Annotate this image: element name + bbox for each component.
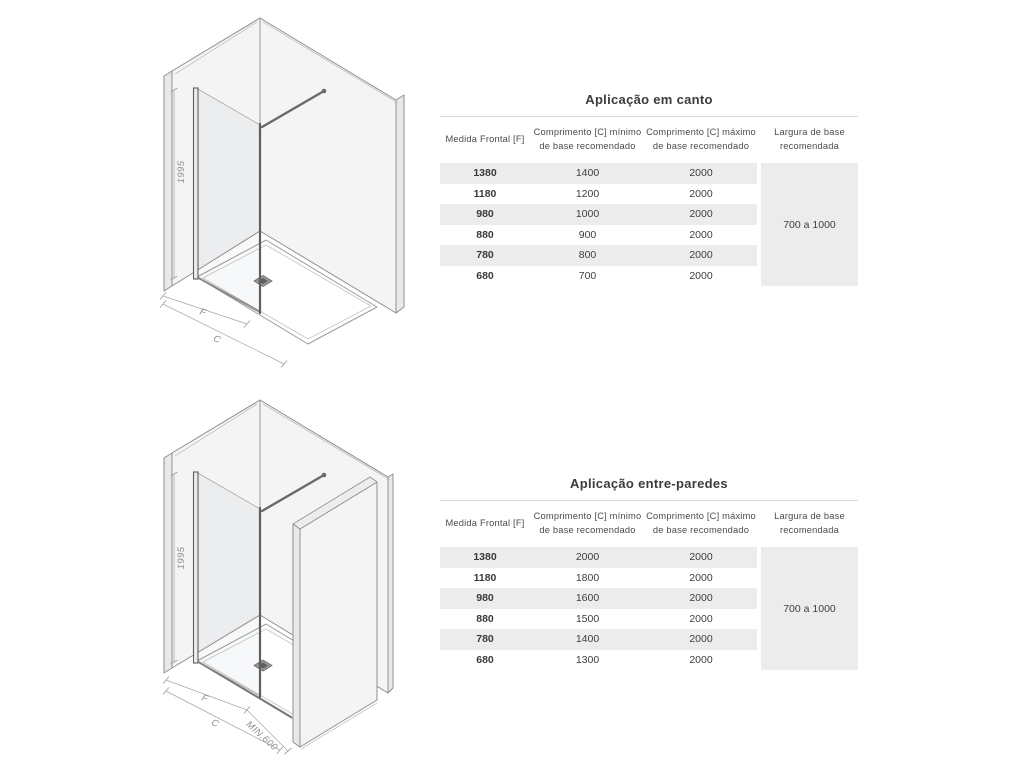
cell-comprimento-maximo: 2000 [689, 187, 713, 200]
wall-profile [194, 472, 199, 663]
cell-comprimento-minimo: 1200 [575, 187, 600, 200]
cell-medida-frontal: 980 [476, 592, 494, 604]
between-walls-application-diagram [130, 390, 440, 765]
table-body [440, 547, 858, 670]
table-row [440, 650, 757, 671]
between-walls-application-table [440, 476, 858, 670]
cell-medida-frontal: 680 [476, 269, 494, 282]
cell-comprimento-maximo: 2000 [689, 167, 713, 179]
corner-application-table [440, 92, 858, 286]
table-title: Aplicação entre-paredes [440, 476, 858, 501]
height-dimension-label: 1995 [176, 546, 187, 570]
cell-largura-base: 700 a 1000 [761, 547, 858, 670]
left-wall-edge [164, 453, 172, 673]
back-wall-edge [396, 95, 404, 313]
cell-medida-frontal: 1380 [473, 167, 497, 179]
column-header-largura-base: Largura de base recomendada [774, 511, 845, 535]
front-dimension-label: F [198, 306, 208, 319]
cell-comprimento-maximo: 2000 [689, 571, 713, 584]
column-header-comprimento-minimo: Comprimento [C] mínimo de base recomendado [533, 127, 642, 151]
length-dimension-label: C [209, 717, 221, 731]
table-row [440, 204, 757, 225]
cell-comprimento-maximo: 2000 [689, 208, 713, 220]
table-row [440, 245, 757, 266]
cell-comprimento-maximo: 2000 [689, 592, 713, 604]
table-row [440, 266, 757, 287]
length-dimension-label: C [211, 333, 223, 347]
column-header-medida-frontal: Medida Frontal [F] [445, 518, 525, 529]
cell-medida-frontal: 880 [476, 612, 494, 625]
front-dimension-label: F [200, 692, 210, 705]
cell-comprimento-maximo: 2000 [689, 633, 713, 645]
cell-comprimento-maximo: 2000 [689, 653, 713, 666]
cell-comprimento-maximo: 2000 [689, 551, 713, 563]
cell-comprimento-minimo: 1500 [575, 612, 600, 625]
height-dimension-label: 1995 [176, 160, 187, 184]
column-header-comprimento-maximo: Comprimento [C] máximo de base recomendado [646, 127, 756, 151]
cell-medida-frontal: 1380 [473, 551, 497, 563]
table-header-row [440, 117, 858, 163]
table-row [440, 225, 757, 246]
back-wall-edge [388, 474, 393, 693]
cell-comprimento-minimo: 1000 [575, 208, 600, 220]
column-header-largura-base: Largura de base recomendada [774, 127, 845, 151]
column-header-medida-frontal: Medida Frontal [F] [445, 134, 525, 145]
glass-panel [198, 473, 260, 696]
cell-comprimento-minimo: 1600 [575, 592, 600, 604]
cell-comprimento-minimo: 1300 [575, 653, 600, 666]
cell-medida-frontal: 780 [476, 633, 494, 645]
cell-medida-frontal: 1180 [473, 571, 497, 584]
wall-profile [194, 88, 199, 279]
table-body [440, 163, 858, 286]
cell-medida-frontal: 880 [476, 228, 494, 241]
cell-comprimento-minimo: 900 [578, 228, 597, 241]
left-wall-edge [164, 71, 172, 291]
table-row [440, 547, 757, 568]
cell-comprimento-maximo: 2000 [689, 612, 713, 625]
cell-comprimento-minimo: 800 [578, 249, 597, 261]
cell-medida-frontal: 680 [476, 653, 494, 666]
min-opening-dimension-label: MIN.600 [243, 719, 280, 754]
table-row [440, 588, 757, 609]
cell-medida-frontal: 780 [476, 249, 494, 261]
cell-comprimento-minimo: 700 [578, 269, 597, 282]
cell-medida-frontal: 1180 [473, 187, 497, 200]
cell-comprimento-maximo: 2000 [689, 269, 713, 282]
cell-comprimento-minimo: 1400 [575, 633, 600, 645]
table-row [440, 609, 757, 630]
cell-comprimento-maximo: 2000 [689, 249, 713, 261]
table-title: Aplicação em canto [440, 92, 858, 117]
table-row [440, 184, 757, 205]
corner-application-diagram [130, 10, 440, 370]
right-wall [293, 477, 377, 749]
cell-comprimento-maximo: 2000 [689, 228, 713, 241]
cell-comprimento-minimo: 1400 [575, 167, 600, 179]
table-row [440, 568, 757, 589]
cell-comprimento-minimo: 2000 [575, 551, 600, 563]
glass-panel [198, 89, 260, 312]
right-wall-edge [293, 524, 300, 747]
cell-medida-frontal: 980 [476, 208, 494, 220]
column-header-comprimento-maximo: Comprimento [C] máximo de base recomendado [646, 511, 756, 535]
table-header-row [440, 501, 858, 547]
table-row [440, 629, 757, 650]
cell-largura-base: 700 a 1000 [761, 163, 858, 286]
column-header-comprimento-minimo: Comprimento [C] mínimo de base recomendado [533, 511, 642, 535]
cell-comprimento-minimo: 1800 [575, 571, 600, 584]
table-row [440, 163, 757, 184]
